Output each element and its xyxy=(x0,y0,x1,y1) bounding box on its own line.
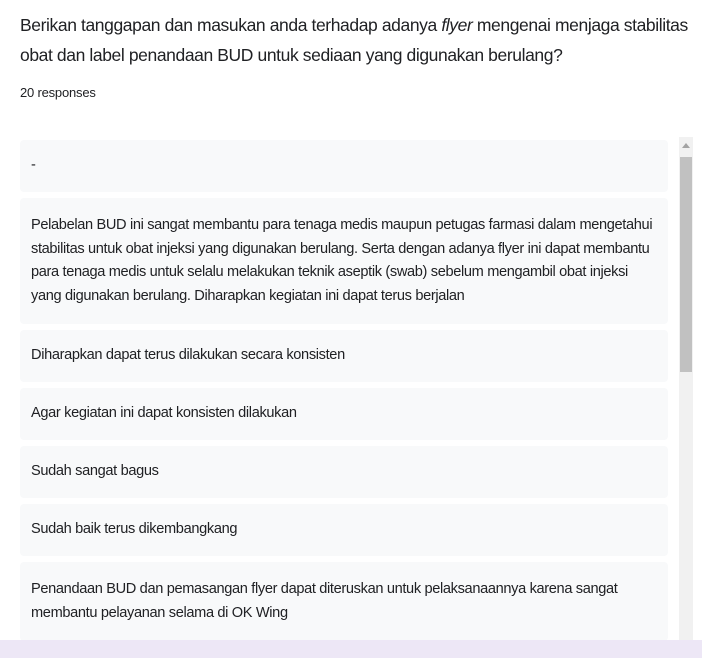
response-item: Sudah baik terus dikembangkang xyxy=(20,504,668,556)
question-text-before: Berikan tanggapan dan masukan anda terhadap adanya xyxy=(20,15,442,35)
vertical-scrollbar[interactable] xyxy=(679,137,693,640)
response-item: Penandaan BUD dan pemasangan flyer dapat diteruskan untuk pelaksanaannya karena sangat membantu pelayanan selama di OK Wing xyxy=(20,562,668,640)
footer-band xyxy=(0,640,702,658)
question-title xyxy=(20,10,692,70)
response-item: Diharapkan dapat terus dilakukan secara konsisten xyxy=(20,330,668,382)
scrollbar-thumb[interactable] xyxy=(680,157,692,372)
responses-list xyxy=(20,140,668,640)
response-item: Pelabelan BUD ini sangat membantu para tenaga medis maupun petugas farmasi dalam mengetahui stabilitas untuk obat injeksi yang digunakan berulang. Serta dengan adanya flyer ini dapat membantu para tenaga medis untuk selalu melakukan teknik aseptik (swab) sebelum mengambil obat injeksi yang digunakan berulang. Diharapkan kegiatan ini dapat terus berjalan xyxy=(20,198,668,324)
response-item: - xyxy=(20,140,668,192)
scroll-up-arrow-icon[interactable] xyxy=(682,143,690,148)
question-emphasis: flyer xyxy=(441,15,473,35)
question-text-after: mengenai menjaga stabilitas obat dan label penandaan BUD untuk sediaan yang digunakan berulang? xyxy=(20,15,688,65)
response-item: Sudah sangat bagus xyxy=(20,446,668,498)
response-count: 20 responses xyxy=(20,85,96,100)
response-item: Agar kegiatan ini dapat konsisten dilakukan xyxy=(20,388,668,440)
responses-scroll-area[interactable] xyxy=(20,140,696,640)
